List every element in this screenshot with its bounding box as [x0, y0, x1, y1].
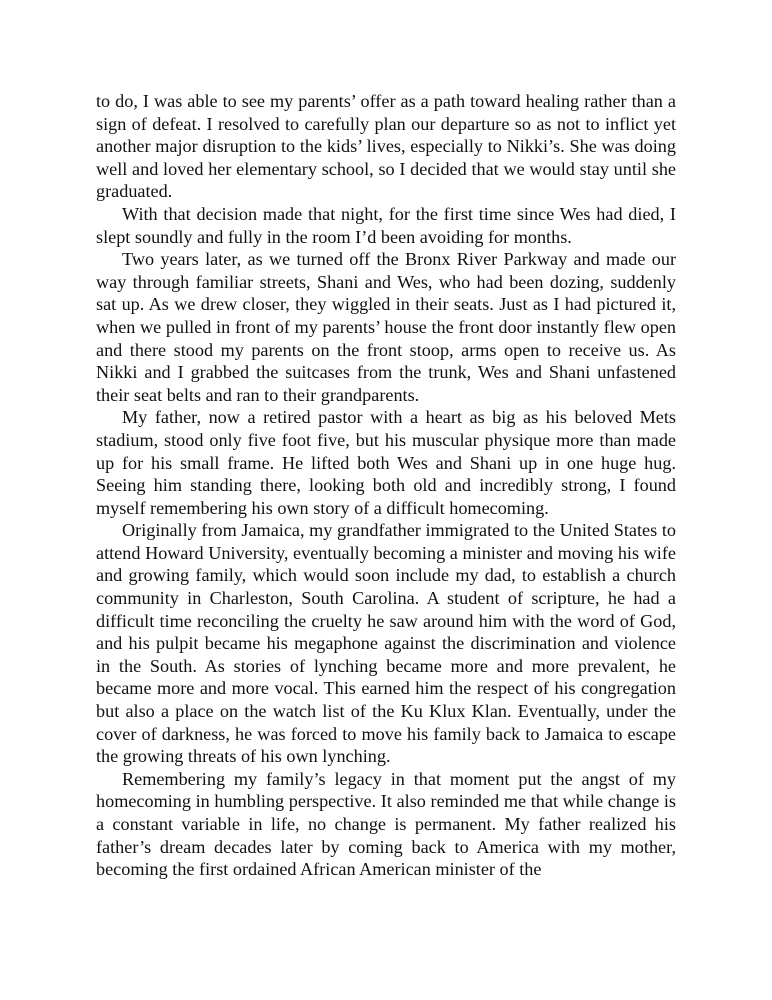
paragraph-arrival: Two years later, as we turned off the Bronx River Parkway and made our way through familiar streets, Shani and Wes, who had been dozing, suddenly sat up. As we drew closer, they wiggled in their seats. Just as I had pictured it, when we pulled in front of my parents’ house the front door instantly flew open and there stood my parents on the front stoop, arms open to receive us. As Nikki and I grabbed the suitcases from the trunk, Wes and Shani unfastened their seat belts and ran to their grandparents.: [96, 249, 676, 405]
paragraph-legacy: Remembering my family’s legacy in that moment put the angst of my homecoming in humbling perspective. It also reminded me that while change is a constant variable in life, no change is permanent. My father realized his father’s dream decades later by coming back to America with my mother, becoming the first ordained African American minister of the: [96, 768, 676, 880]
paragraph-decision: With that decision made that night, for the first time since Wes had died, I slept soundly and fully in the room I’d been avoiding for months.: [96, 203, 676, 247]
paragraph-grandfather: Originally from Jamaica, my grandfather immigrated to the United States to attend Howard University, eventually becoming a minister and moving his wife and growing family, which would soon include my dad, to establish a church community in Charleston, South Carolina. A student of scripture, he had a difficult time reconciling the cruelty he saw around him with the word of God, and his pulpit became his megaphone against the discrimination and violence in the South. As stories of lynching became more and more prevalent, he became more and more vocal. This earned him the respect of his congregation but also a place on the watch list of the Ku Klux Klan. Eventually, under the cover of darkness, he was forced to move his family back to Jamaica to escape the growing threats of his own lynching.: [96, 520, 676, 767]
paragraph-continued: to do, I was able to see my parents’ offer as a path toward healing rather than a sign of defeat. I resolved to carefully plan our departure so as not to inflict yet another major disruption to the kids’ lives, especially to Nikki’s. She was doing well and loved her elementary school, so I decided that we would stay until she graduated.: [96, 91, 676, 202]
book-page-body: [96, 90, 676, 881]
paragraph-father: My father, now a retired pastor with a heart as big as his beloved Mets stadium, stood only five foot five, but his muscular physique more than made up for his small frame. He lifted both Wes and Shani up in one huge hug. Seeing him standing there, looking both old and incredibly strong, I found myself remembering his own story of a difficult homecoming.: [96, 407, 676, 518]
